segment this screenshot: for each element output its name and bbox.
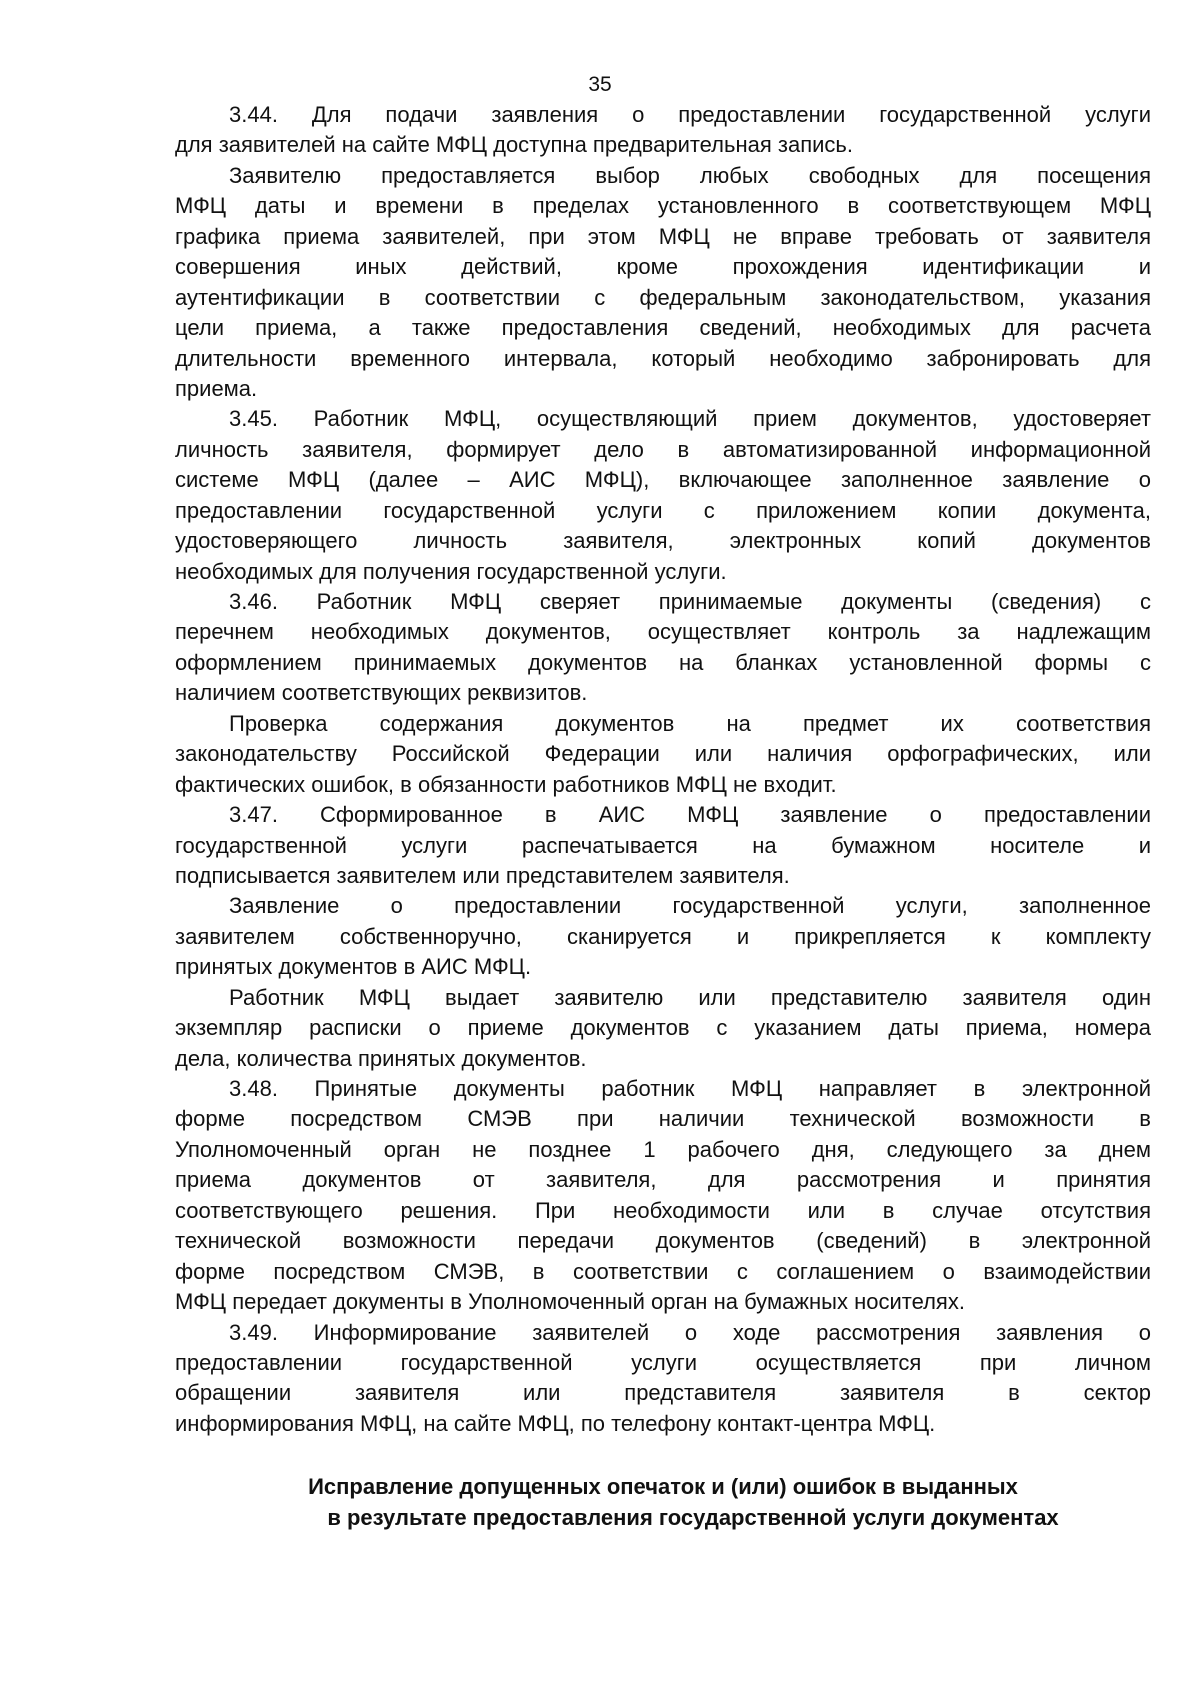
text-line: перечнем необходимых документов, осуществляет контроль за надлежащим <box>175 619 1151 645</box>
text-line: наличием соответствующих реквизитов. <box>175 680 588 706</box>
text-line: приема документов от заявителя, для рассмотрения и принятия <box>175 1167 1151 1193</box>
section-heading-line: Исправление допущенных опечаток и (или) ошибок в выданных <box>308 1474 1018 1499</box>
text-line: личность заявителя, формирует дело в автоматизированной информационной <box>175 436 1151 462</box>
text-line: форме посредством СМЭВ, в соответствии с соглашением о взаимодействии <box>175 1258 1151 1284</box>
paragraph <box>175 587 1151 709</box>
text-line: форме посредством СМЭВ при наличии технической возможности в <box>175 1106 1151 1132</box>
text-line: удостоверяющего личность заявителя, электронных копий документов <box>175 528 1151 554</box>
section-heading <box>175 1471 1151 1533</box>
paragraph <box>175 1318 1151 1440</box>
text-line: соответствующего решения. При необходимости или в случае отсутствия <box>175 1197 1151 1223</box>
text-line: государственной услуги распечатывается на бумажном носителе и <box>175 832 1151 858</box>
text-line: информирования МФЦ, на сайте МФЦ, по телефону контакт-центра МФЦ. <box>175 1410 936 1436</box>
paragraph <box>175 161 1151 405</box>
text-line: МФЦ даты и времени в пределах установленного в соответствующем МФЦ <box>175 193 1151 219</box>
paragraph <box>175 100 1151 161</box>
text-line: Работник МФЦ выдает заявителю или представителю заявителя один <box>229 984 1151 1010</box>
text-line: оформлением принимаемых документов на бланках установленной формы с <box>175 649 1151 675</box>
text-line: 3.45. Работник МФЦ, осуществляющий прием документов, удостоверяет <box>229 406 1151 432</box>
text-line: принятых документов в АИС МФЦ. <box>175 954 532 980</box>
section-heading-line: в результате предоставления государственной услуги документах <box>327 1505 1059 1530</box>
paragraph <box>175 800 1151 891</box>
text-line: экземпляр расписки о приеме документов с указанием даты приема, номера <box>175 1015 1151 1041</box>
text-line: предоставлении государственной услуги с приложением копии документа, <box>175 497 1151 523</box>
paragraph <box>175 1074 1151 1318</box>
text-line: Уполномоченный орган не позднее 1 рабочего дня, следующего за днем <box>175 1136 1151 1162</box>
paragraph <box>175 404 1151 587</box>
text-line: 3.44. Для подачи заявления о предоставлении государственной услуги <box>229 102 1151 127</box>
document-body <box>175 100 1151 1439</box>
text-line: для заявителей на сайте МФЦ доступна предварительная запись. <box>175 132 853 158</box>
text-line: цели приема, а также предоставления сведений, необходимых для расчета <box>175 315 1151 341</box>
text-line: Заявление о предоставлении государственной услуги, заполненное <box>229 893 1151 919</box>
page-number: 35 <box>588 73 612 96</box>
text-line: системе МФЦ (далее – АИС МФЦ), включающее заполненное заявление о <box>175 467 1151 493</box>
text-line: заявителем собственноручно, сканируется и прикрепляется к комплекту <box>175 923 1151 949</box>
text-line: Проверка содержания документов на предмет их соответствия <box>229 710 1151 736</box>
paragraph <box>175 891 1151 982</box>
text-line: МФЦ передает документы в Уполномоченный орган на бумажных носителях. <box>175 1289 965 1315</box>
text-line: совершения иных действий, кроме прохождения идентификации и <box>175 254 1151 280</box>
text-line: 3.46. Работник МФЦ сверяет принимаемые документы (сведения) с <box>229 589 1151 614</box>
text-line: технической возможности передачи документов (сведений) в электронной <box>175 1228 1151 1254</box>
text-line: 3.48. Принятые документы работник МФЦ направляет в электронной <box>229 1076 1151 1101</box>
text-line: графика приема заявителей, при этом МФЦ не вправе требовать от заявителя <box>175 223 1151 249</box>
text-line: предоставлении государственной услуги осуществляется при личном <box>175 1349 1151 1375</box>
paragraph <box>175 983 1151 1074</box>
text-line: подписывается заявителем или представителем заявителя. <box>175 862 790 888</box>
text-line: необходимых для получения государственной услуги. <box>175 558 727 584</box>
text-line: фактических ошибок, в обязанности работников МФЦ не входит. <box>175 771 837 797</box>
text-line: дела, количества принятых документов. <box>175 1045 587 1071</box>
text-line: Заявителю предоставляется выбор любых свободных для посещения <box>229 162 1151 188</box>
text-line: 3.47. Сформированное в АИС МФЦ заявление о предоставлении <box>229 802 1151 828</box>
text-line: приема. <box>175 375 258 401</box>
text-line: длительности временного интервала, который необходимо забронировать для <box>175 345 1151 371</box>
text-line: обращении заявителя или представителя заявителя в сектор <box>175 1380 1151 1406</box>
text-line: законодательству Российской Федерации или наличия орфографических, или <box>175 741 1151 767</box>
paragraph <box>175 709 1151 800</box>
text-line: аутентификации в соответствии с федеральным законодательством, указания <box>175 284 1151 310</box>
text-line: 3.49. Информирование заявителей о ходе рассмотрения заявления о <box>229 1319 1151 1345</box>
